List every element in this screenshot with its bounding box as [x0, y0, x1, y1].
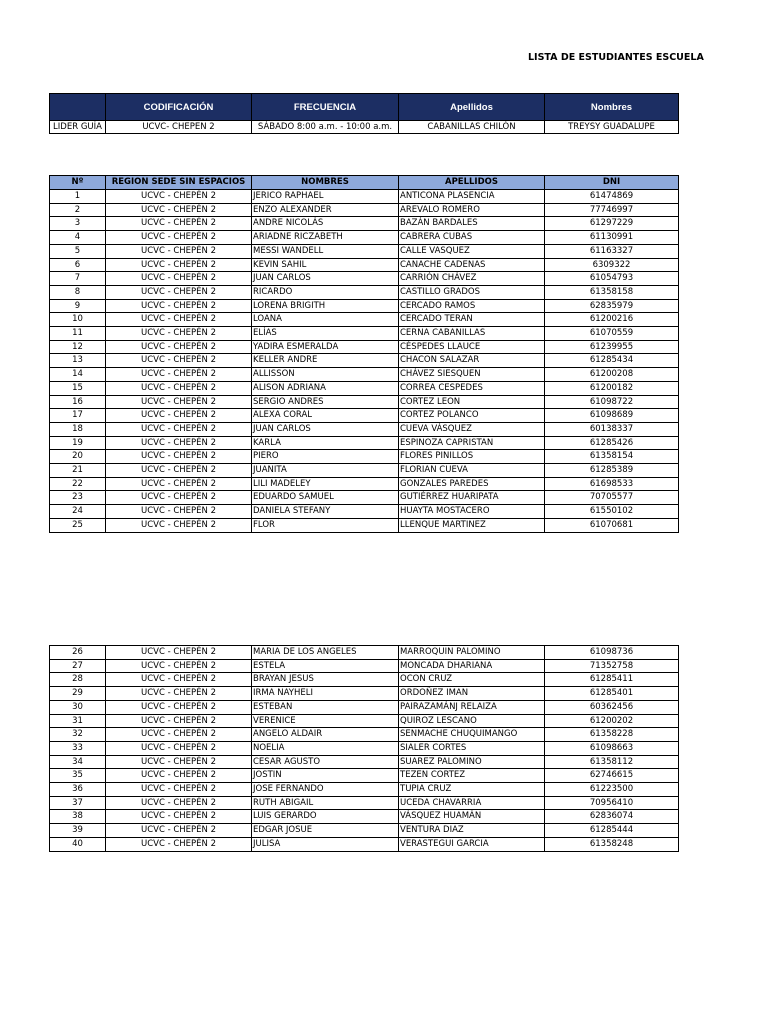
student-dni-cell: 61163327	[545, 244, 679, 258]
student-region-cell: UCVC - CHEPÉN 2	[106, 755, 252, 769]
student-lastnames-cell: CERCADO RAMOS	[399, 299, 545, 313]
student-lastnames-cell: HUAYTA MOSTACERO	[399, 505, 545, 519]
student-lastnames-cell: VENTURA DIAZ	[399, 824, 545, 838]
student-number-cell: 34	[50, 755, 106, 769]
student-names-cell: ALISON ADRIANA	[252, 381, 399, 395]
table-row	[50, 755, 679, 769]
header-lastnames: APELLIDOS	[399, 176, 545, 190]
student-number-cell: 17	[50, 409, 106, 423]
student-region-cell: UCVC - CHEPÉN 2	[106, 409, 252, 423]
table-row	[50, 299, 679, 313]
student-region-cell: UCVC - CHEPÉN 2	[106, 327, 252, 341]
student-dni-cell: 61098689	[545, 409, 679, 423]
student-lastnames-cell: LLENQUE MARTINEZ	[399, 518, 545, 532]
table-row	[50, 700, 679, 714]
student-region-cell: UCVC - CHEPÉN 2	[106, 824, 252, 838]
student-region-cell: UCVC - CHEPÉN 2	[106, 783, 252, 797]
student-names-cell: JUANITA	[252, 464, 399, 478]
student-region-cell: UCVC - CHEPÉN 2	[106, 436, 252, 450]
student-lastnames-cell: MARROQUIN PALOMINO	[399, 646, 545, 660]
leader-header-row	[50, 94, 679, 121]
student-lastnames-cell: CARRIÓN CHÁVEZ	[399, 272, 545, 286]
student-dni-cell: 61098736	[545, 646, 679, 660]
leader-header-cell: FRECUENCIA	[252, 94, 399, 121]
student-names-cell: NOELIA	[252, 741, 399, 755]
table-row	[50, 796, 679, 810]
table-row	[50, 659, 679, 673]
table-row	[50, 436, 679, 450]
students-body-part2	[50, 646, 679, 852]
student-number-cell: 10	[50, 313, 106, 327]
table-row	[50, 687, 679, 701]
table-row	[50, 422, 679, 436]
student-number-cell: 37	[50, 796, 106, 810]
student-dni-cell: 61200202	[545, 714, 679, 728]
student-lastnames-cell: ESPINOZA CAPRISTAN	[399, 436, 545, 450]
table-row	[50, 203, 679, 217]
student-names-cell: LUIS GERARDO	[252, 810, 399, 824]
student-lastnames-cell: VERASTEGUI GARCIA	[399, 837, 545, 851]
student-number-cell: 28	[50, 673, 106, 687]
student-number-cell: 8	[50, 285, 106, 299]
student-number-cell: 39	[50, 824, 106, 838]
table-row	[50, 354, 679, 368]
student-region-cell: UCVC - CHEPÉN 2	[106, 258, 252, 272]
student-lastnames-cell: SENMACHE CHUQUIMANGO	[399, 728, 545, 742]
student-dni-cell: 61358228	[545, 728, 679, 742]
table-row	[50, 409, 679, 423]
student-region-cell: UCVC - CHEPÉN 2	[106, 769, 252, 783]
student-dni-cell: 61070559	[545, 327, 679, 341]
student-lastnames-cell: VÁSQUEZ HUAMÁN	[399, 810, 545, 824]
student-names-cell: MESSI WANDELL	[252, 244, 399, 258]
student-number-cell: 23	[50, 491, 106, 505]
student-dni-cell: 61358112	[545, 755, 679, 769]
header-names: NOMBRES	[252, 176, 399, 190]
table-row	[50, 190, 679, 204]
student-names-cell: SERGIO ANDRES	[252, 395, 399, 409]
student-number-cell: 2	[50, 203, 106, 217]
students-table-part2	[49, 645, 679, 852]
student-dni-cell: 61285401	[545, 687, 679, 701]
student-number-cell: 14	[50, 368, 106, 382]
student-dni-cell: 62836074	[545, 810, 679, 824]
student-names-cell: ANGELO ALDAIR	[252, 728, 399, 742]
leader-header-cell: Nombres	[545, 94, 679, 121]
student-region-cell: UCVC - CHEPÉN 2	[106, 659, 252, 673]
student-region-cell: UCVC - CHEPÉN 2	[106, 687, 252, 701]
students-table-part1	[49, 175, 679, 533]
student-dni-cell: 61474869	[545, 190, 679, 204]
student-dni-cell: 6309322	[545, 258, 679, 272]
student-lastnames-cell: TUPIA CRUZ	[399, 783, 545, 797]
student-region-cell: UCVC - CHEPÉN 2	[106, 272, 252, 286]
student-region-cell: UCVC - CHEPÉN 2	[106, 368, 252, 382]
student-number-cell: 20	[50, 450, 106, 464]
student-region-cell: UCVC - CHEPÉN 2	[106, 285, 252, 299]
student-names-cell: ELÍAS	[252, 327, 399, 341]
leader-frequency-cell: SÁBADO 8:00 a.m. - 10:00 a.m.	[252, 121, 399, 134]
student-lastnames-cell: GONZALES PAREDES	[399, 477, 545, 491]
student-lastnames-cell: ORDOÑEZ IMAN	[399, 687, 545, 701]
leader-lastname-cell: CABANILLAS CHILÓN	[399, 121, 545, 134]
student-lastnames-cell: SIALER CORTES	[399, 741, 545, 755]
header-region: REGION SEDE SIN ESPACIOS	[106, 176, 252, 190]
student-dni-cell: 61285444	[545, 824, 679, 838]
student-number-cell: 24	[50, 505, 106, 519]
student-dni-cell: 61130991	[545, 231, 679, 245]
table-row	[50, 244, 679, 258]
student-names-cell: FLOR	[252, 518, 399, 532]
student-lastnames-cell: UCEDA CHAVARRIA	[399, 796, 545, 810]
student-region-cell: UCVC - CHEPÉN 2	[106, 837, 252, 851]
student-region-cell: UCVC - CHEPÉN 2	[106, 450, 252, 464]
student-lastnames-cell: CORTEZ LEON	[399, 395, 545, 409]
student-names-cell: ARIADNE RICZABETH	[252, 231, 399, 245]
student-lastnames-cell: FLORIAN CUEVA	[399, 464, 545, 478]
student-dni-cell: 61358248	[545, 837, 679, 851]
student-dni-cell: 61698533	[545, 477, 679, 491]
student-number-cell: 27	[50, 659, 106, 673]
student-dni-cell: 70956410	[545, 796, 679, 810]
table-row	[50, 340, 679, 354]
leader-row	[50, 121, 679, 134]
student-dni-cell: 62835979	[545, 299, 679, 313]
student-number-cell: 11	[50, 327, 106, 341]
leader-header-cell: Apellidos	[399, 94, 545, 121]
student-names-cell: CESAR AGUSTO	[252, 755, 399, 769]
student-dni-cell: 61239955	[545, 340, 679, 354]
students-body-part1	[50, 190, 679, 533]
student-names-cell: JOSE FERNANDO	[252, 783, 399, 797]
student-number-cell: 35	[50, 769, 106, 783]
student-names-cell: LILI MADELEY	[252, 477, 399, 491]
student-region-cell: UCVC - CHEPÉN 2	[106, 491, 252, 505]
student-number-cell: 15	[50, 381, 106, 395]
table-row	[50, 491, 679, 505]
student-names-cell: MARIA DE LOS ANGELES	[252, 646, 399, 660]
student-names-cell: BRAYAN JESUS	[252, 673, 399, 687]
student-lastnames-cell: MONCADA DHARIANA	[399, 659, 545, 673]
student-lastnames-cell: TEZEN CORTEZ	[399, 769, 545, 783]
student-region-cell: UCVC - CHEPÉN 2	[106, 244, 252, 258]
student-names-cell: JOSTIN	[252, 769, 399, 783]
table-row	[50, 217, 679, 231]
student-dni-cell: 61285426	[545, 436, 679, 450]
student-region-cell: UCVC - CHEPÉN 2	[106, 217, 252, 231]
student-dni-cell: 61223500	[545, 783, 679, 797]
student-region-cell: UCVC - CHEPÉN 2	[106, 231, 252, 245]
student-number-cell: 18	[50, 422, 106, 436]
student-dni-cell: 61200208	[545, 368, 679, 382]
student-lastnames-cell: CUEVA VÁSQUEZ	[399, 422, 545, 436]
student-region-cell: UCVC - CHEPÉN 2	[106, 700, 252, 714]
student-dni-cell: 61070681	[545, 518, 679, 532]
student-names-cell: YADIRA ESMERALDA	[252, 340, 399, 354]
student-lastnames-cell: CORTEZ POLANCO	[399, 409, 545, 423]
student-number-cell: 4	[50, 231, 106, 245]
student-lastnames-cell: CABRERA CUBAS	[399, 231, 545, 245]
student-lastnames-cell: SUAREZ PALOMINO	[399, 755, 545, 769]
student-names-cell: ESTELA	[252, 659, 399, 673]
student-names-cell: PIERO	[252, 450, 399, 464]
student-number-cell: 22	[50, 477, 106, 491]
student-lastnames-cell: CALLE VASQUEZ	[399, 244, 545, 258]
student-lastnames-cell: CHACON SALAZAR	[399, 354, 545, 368]
student-lastnames-cell: QUIROZ LESCANO	[399, 714, 545, 728]
table-row	[50, 395, 679, 409]
table-row	[50, 231, 679, 245]
student-number-cell: 21	[50, 464, 106, 478]
student-names-cell: VERENICE	[252, 714, 399, 728]
student-number-cell: 12	[50, 340, 106, 354]
student-names-cell: KARLA	[252, 436, 399, 450]
leader-header-cell	[50, 94, 106, 121]
student-dni-cell: 60362456	[545, 700, 679, 714]
student-dni-cell: 77746997	[545, 203, 679, 217]
student-lastnames-cell: AREVALO ROMERO	[399, 203, 545, 217]
table-row	[50, 714, 679, 728]
student-names-cell: ANDRE NICOLÁS	[252, 217, 399, 231]
student-names-cell: RUTH ABIGAIL	[252, 796, 399, 810]
student-region-cell: UCVC - CHEPÉN 2	[106, 203, 252, 217]
student-region-cell: UCVC - CHEPÉN 2	[106, 354, 252, 368]
students-header-row	[50, 176, 679, 190]
student-dni-cell: 71352758	[545, 659, 679, 673]
student-names-cell: IRMA NAYHELI	[252, 687, 399, 701]
student-region-cell: UCVC - CHEPÉN 2	[106, 190, 252, 204]
student-dni-cell: 61200182	[545, 381, 679, 395]
student-lastnames-cell: CHÁVEZ SIESQUEN	[399, 368, 545, 382]
student-number-cell: 16	[50, 395, 106, 409]
student-number-cell: 19	[50, 436, 106, 450]
student-lastnames-cell: PAIRAZAMÁNJ RELAIZA	[399, 700, 545, 714]
student-dni-cell: 61358154	[545, 450, 679, 464]
leader-table	[49, 93, 679, 134]
student-dni-cell: 61285434	[545, 354, 679, 368]
table-row	[50, 837, 679, 851]
table-row	[50, 368, 679, 382]
table-row	[50, 769, 679, 783]
student-names-cell: EDGAR JOSUE	[252, 824, 399, 838]
student-names-cell: JUAN CARLOS	[252, 272, 399, 286]
student-number-cell: 36	[50, 783, 106, 797]
student-dni-cell: 70705577	[545, 491, 679, 505]
table-row	[50, 272, 679, 286]
student-number-cell: 3	[50, 217, 106, 231]
student-dni-cell: 61550102	[545, 505, 679, 519]
student-region-cell: UCVC - CHEPÉN 2	[106, 464, 252, 478]
header-dni: DNI	[545, 176, 679, 190]
student-names-cell: RICARDO	[252, 285, 399, 299]
student-region-cell: UCVC - CHEPÉN 2	[106, 477, 252, 491]
table-row	[50, 285, 679, 299]
student-region-cell: UCVC - CHEPÉN 2	[106, 422, 252, 436]
student-region-cell: UCVC - CHEPÉN 2	[106, 299, 252, 313]
table-row	[50, 258, 679, 272]
student-number-cell: 6	[50, 258, 106, 272]
table-row	[50, 741, 679, 755]
student-region-cell: UCVC - CHEPÉN 2	[106, 518, 252, 532]
page-title: LISTA DE ESTUDIANTES ESCUELA	[528, 52, 704, 63]
table-row	[50, 824, 679, 838]
student-number-cell: 9	[50, 299, 106, 313]
table-row	[50, 381, 679, 395]
student-lastnames-cell: OCON CRUZ	[399, 673, 545, 687]
student-region-cell: UCVC - CHEPÉN 2	[106, 505, 252, 519]
student-lastnames-cell: CERNA CABANILLAS	[399, 327, 545, 341]
leader-header-cell: CODIFICACIÓN	[106, 94, 252, 121]
student-region-cell: UCVC - CHEPÉN 2	[106, 796, 252, 810]
student-lastnames-cell: CÉSPEDES LLAUCE	[399, 340, 545, 354]
student-lastnames-cell: CANACHE CADENAS	[399, 258, 545, 272]
leader-code-cell: UCVC- CHEPEN 2	[106, 121, 252, 134]
student-dni-cell: 61297229	[545, 217, 679, 231]
student-number-cell: 32	[50, 728, 106, 742]
student-region-cell: UCVC - CHEPÉN 2	[106, 340, 252, 354]
student-dni-cell: 61285389	[545, 464, 679, 478]
student-lastnames-cell: CASTILLO GRADOS	[399, 285, 545, 299]
student-names-cell: LORENA BRIGITH	[252, 299, 399, 313]
student-names-cell: JERICO RAPHAEL	[252, 190, 399, 204]
student-names-cell: KELLER ANDRE	[252, 354, 399, 368]
student-region-cell: UCVC - CHEPÉN 2	[106, 741, 252, 755]
table-row	[50, 450, 679, 464]
student-dni-cell: 61098722	[545, 395, 679, 409]
student-lastnames-cell: CERCADO TERAN	[399, 313, 545, 327]
leader-firstname-cell: TREYSY GUADALUPE	[545, 121, 679, 134]
student-names-cell: KEVIN SAHIL	[252, 258, 399, 272]
student-dni-cell: 61098663	[545, 741, 679, 755]
student-number-cell: 31	[50, 714, 106, 728]
student-names-cell: ENZO ALEXANDER	[252, 203, 399, 217]
student-names-cell: DANIELA STEFANY	[252, 505, 399, 519]
table-row	[50, 646, 679, 660]
student-names-cell: ALLISSON	[252, 368, 399, 382]
table-row	[50, 313, 679, 327]
student-number-cell: 30	[50, 700, 106, 714]
student-number-cell: 33	[50, 741, 106, 755]
student-dni-cell: 60138337	[545, 422, 679, 436]
student-dni-cell: 62746615	[545, 769, 679, 783]
table-row	[50, 477, 679, 491]
student-number-cell: 1	[50, 190, 106, 204]
student-number-cell: 13	[50, 354, 106, 368]
student-dni-cell: 61200216	[545, 313, 679, 327]
student-region-cell: UCVC - CHEPÉN 2	[106, 810, 252, 824]
table-row	[50, 518, 679, 532]
student-number-cell: 38	[50, 810, 106, 824]
student-number-cell: 40	[50, 837, 106, 851]
student-number-cell: 26	[50, 646, 106, 660]
student-lastnames-cell: CORREA CESPEDES	[399, 381, 545, 395]
header-number: Nº	[50, 176, 106, 190]
student-number-cell: 29	[50, 687, 106, 701]
student-lastnames-cell: FLORES PINILLOS	[399, 450, 545, 464]
table-row	[50, 327, 679, 341]
table-row	[50, 810, 679, 824]
student-region-cell: UCVC - CHEPÉN 2	[106, 714, 252, 728]
student-region-cell: UCVC - CHEPÉN 2	[106, 313, 252, 327]
student-dni-cell: 61054793	[545, 272, 679, 286]
table-row	[50, 728, 679, 742]
student-lastnames-cell: ANTICONA PLASENCIA	[399, 190, 545, 204]
student-region-cell: UCVC - CHEPÉN 2	[106, 728, 252, 742]
student-number-cell: 25	[50, 518, 106, 532]
student-number-cell: 7	[50, 272, 106, 286]
student-names-cell: ALEXA CORAL	[252, 409, 399, 423]
student-number-cell: 5	[50, 244, 106, 258]
leader-role-cell: LIDER GUÍA	[50, 121, 106, 134]
student-region-cell: UCVC - CHEPÉN 2	[106, 646, 252, 660]
student-names-cell: EDUARDO SAMUEL	[252, 491, 399, 505]
student-region-cell: UCVC - CHEPÉN 2	[106, 673, 252, 687]
student-lastnames-cell: BAZÁN BARDALES	[399, 217, 545, 231]
table-row	[50, 783, 679, 797]
student-lastnames-cell: GUTIÉRREZ HUARIPATA	[399, 491, 545, 505]
student-dni-cell: 61285411	[545, 673, 679, 687]
table-row	[50, 673, 679, 687]
student-dni-cell: 61358158	[545, 285, 679, 299]
table-row	[50, 464, 679, 478]
student-names-cell: LOANA	[252, 313, 399, 327]
student-names-cell: JULISA	[252, 837, 399, 851]
student-names-cell: ESTEBAN	[252, 700, 399, 714]
student-region-cell: UCVC - CHEPÉN 2	[106, 395, 252, 409]
table-row	[50, 505, 679, 519]
student-names-cell: JUAN CARLOS	[252, 422, 399, 436]
student-region-cell: UCVC - CHEPÉN 2	[106, 381, 252, 395]
